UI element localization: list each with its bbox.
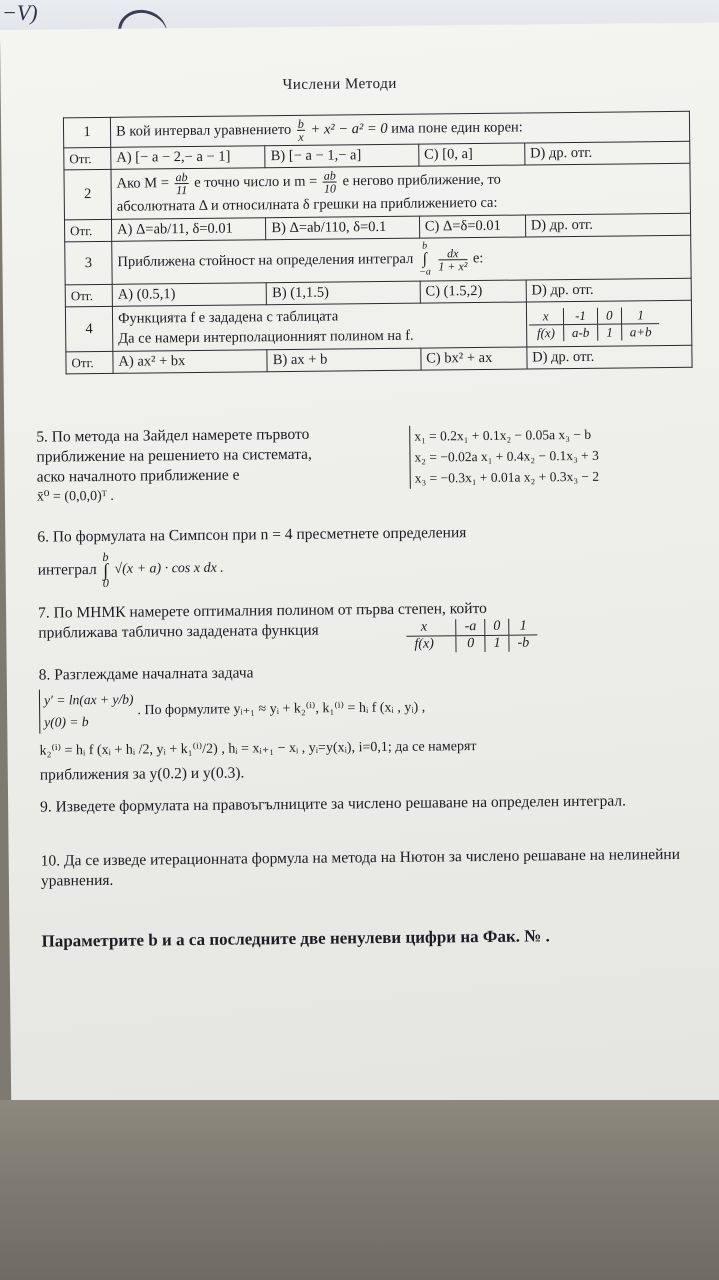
- question-10: 10. Да се изведе итерационната формула на метода на Нютон за числено решаване на нелинейни уравнения.: [40, 845, 681, 890]
- question-text: Приближена стойност на определения интеграл b ∫ −a $\frac{dx}{\text{1 + x²}}$ е:: [112, 235, 691, 284]
- answer-label: Отг.: [64, 147, 111, 169]
- question-row-3: [65, 235, 691, 285]
- answer-label: Отг.: [66, 351, 113, 373]
- option-d: D) др. отг.: [525, 213, 691, 237]
- option-c: C) Δ=δ=0.01: [419, 215, 525, 238]
- function-table-cell: [526, 300, 692, 347]
- question-5: 5. По метода на Зайдел намерете първото приближение на решението на системата, аско началното приближение е x̄⁰ = (0,0,0)ᵀ .: [36, 425, 312, 505]
- question-number: 2: [64, 169, 112, 219]
- handwritten-scrap-text: −V): [2, 0, 38, 25]
- page-title: Числени Методи: [282, 75, 397, 94]
- option-d: D) др. отг.: [526, 278, 692, 302]
- question-8: 8. Разглеждаме началната задача y′ = ln(ax + y/b) y(0) = b . По формулите yᵢ₊₁ ≈ yᵢ + k₂⁽ⁱ⁾, k₁⁽ⁱ⁾ = hᵢ f (xᵢ , yᵢ) , k₂⁽ⁱ⁾ = hᵢ f (xᵢ + hᵢ /2, yᵢ + k₁⁽ⁱ⁾/2) , hᵢ = xᵢ₊₁ − xᵢ , yᵢ=y(xᵢ), i=0,1; да се намерят приближения за y(0.2) и y(0.3).: [38, 664, 477, 784]
- approximation-table: x -a 0 1 f(x) 0 1 -b: [406, 618, 537, 652]
- multiple-choice-table: [63, 111, 693, 375]
- question-number: 3: [65, 241, 112, 284]
- function-table: x -1 0 1 f(x) a-b 1 a+b: [529, 307, 660, 341]
- option-c: C) [0, a]: [418, 143, 524, 166]
- option-c: C) (1.5,2): [420, 280, 526, 303]
- question-row-2: [64, 163, 690, 220]
- question-number: 4: [65, 306, 112, 351]
- option-d: D) др. отг.: [524, 141, 690, 165]
- table-surface: [0, 1100, 719, 1280]
- option-b: B) Δ=ab/110, δ=0.1: [266, 216, 420, 240]
- question-text: Функцията f е зададена с таблицата Да се намери интерполационният полином на f.: [112, 302, 526, 351]
- option-a: A) (0.5,1): [112, 283, 267, 307]
- question-7: 7. По МНМК намерете оптималния полином от първа степен, който приближава таблично зададената функция: [38, 599, 487, 642]
- question-number: 1: [63, 117, 110, 147]
- option-b: B) ax + b: [267, 348, 421, 372]
- exam-sheet: [0, 22, 719, 1119]
- initial-value-problem: y′ = ln(ax + y/b) y(0) = b: [39, 689, 134, 734]
- option-b: B) (1,1.5): [267, 281, 421, 305]
- option-a: A) Δ=ab/11, δ=0.01: [111, 218, 266, 242]
- answer-label: Отг.: [65, 284, 112, 306]
- fraction: $\frac{b}{x}$: [297, 116, 304, 144]
- question-text: В кой интервал уравнението $\frac{b}{x}$ + x² − a² = 0 има поне един корен:: [110, 111, 689, 147]
- option-b: B) [− a − 1,− a]: [265, 144, 419, 168]
- question-6: 6. По формулата на Симпсон при n = 4 пресметнете определения интеграл b ∫ 0 √(x + a) · cos x dx .: [37, 524, 467, 590]
- linear-system: x₁ = 0.2x₁ + 0.1x₂ − 0.05a x₃ − b x₂ = −0.02a x₁ + 0.4x₂ − 0.1x₃ + 3 x₃ = −0.3x₁ + 0.01a x₂ + 0.3x₃ − 2: [409, 424, 599, 489]
- footer-note: Параметрите b и a са последните две ненулеви цифри на Фак. № .: [41, 926, 550, 951]
- option-a: A) [− a − 2,− a − 1]: [111, 146, 266, 170]
- question-text: Ако M = $\frac{ab}{11}$ e точно число и m = $\frac{ab}{10}$ e негово приближение, то абсолютната Δ и относилната δ грешки на приближението са:: [111, 163, 690, 219]
- question-row-4: [65, 300, 691, 352]
- question-9: 9. Изведете формулата на правоъгълниците за числено решаване на определен интеграл.: [40, 792, 627, 816]
- answer-label: Отг.: [64, 219, 111, 241]
- option-a: A) ax² + bx: [113, 350, 268, 374]
- option-c: C) bx² + ax: [421, 347, 527, 370]
- option-d: D) др. отг.: [527, 345, 693, 369]
